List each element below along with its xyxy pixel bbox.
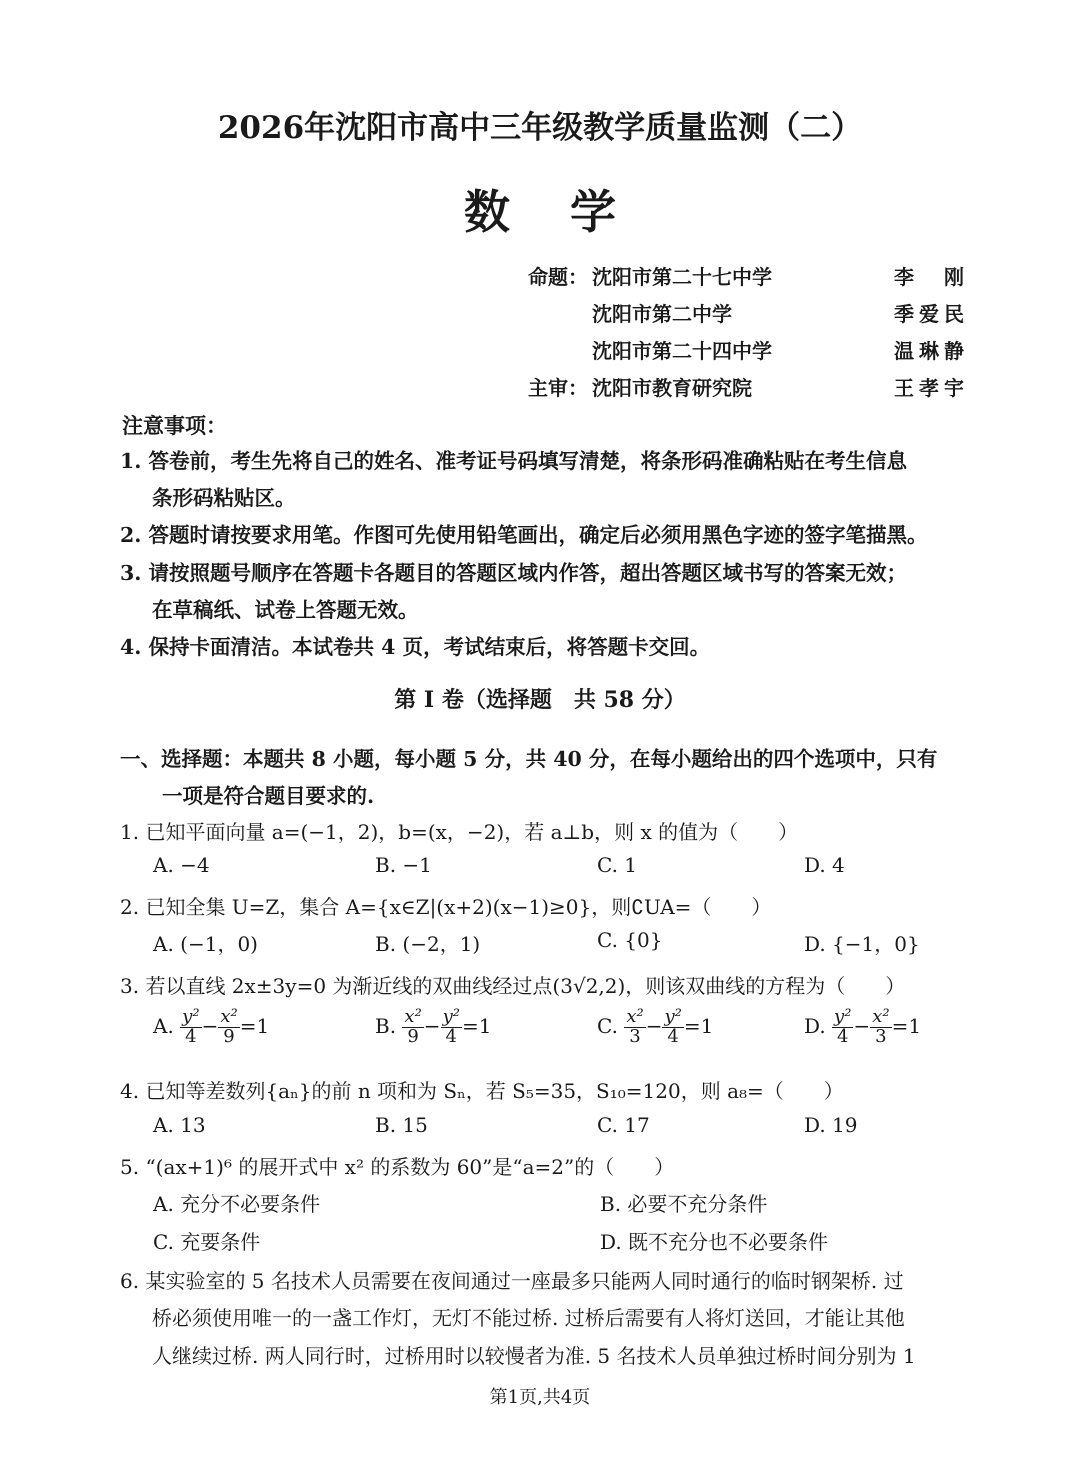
option-b: B. $\frac{\text{x²}}{9}$ − $\frac{\text{y²}}{4}$ =1 bbox=[375, 1006, 492, 1047]
subject-title: 数学 bbox=[464, 185, 676, 239]
question-stem: 3. 若以直线 2x±3y=0 为渐近线的双曲线经过点(3√2,2)，则该双曲线的方程为（ ） bbox=[120, 974, 906, 998]
fraction: $\frac{\text{y²}}{4}$ bbox=[664, 1006, 682, 1047]
option-a: A. (−1，0) bbox=[153, 932, 258, 956]
option-b: B. (−2，1) bbox=[375, 932, 481, 956]
question-stem: 5. “(ax+1)⁶ 的展开式中 x² 的系数为 60”是“a=2”的（ ） bbox=[120, 1155, 675, 1179]
option-a: A. 充分不必要条件 bbox=[153, 1192, 321, 1216]
note-line: 条形码粘贴区。 bbox=[152, 486, 296, 510]
exam-title: 2026年沈阳市高中三年级教学质量监测（二） bbox=[217, 110, 863, 146]
credit-name: 李刚 bbox=[894, 265, 964, 289]
credit-school: 沈阳市第二中学 bbox=[592, 302, 732, 326]
section-title: 第 I 卷（选择题 共 58 分） bbox=[394, 687, 686, 713]
option-c: C. 1 bbox=[597, 853, 638, 877]
option-c: C. 充要条件 bbox=[153, 1230, 261, 1254]
credit-name: 季爱民 bbox=[894, 302, 964, 326]
option-b: B. 15 bbox=[375, 1113, 428, 1137]
note-line: 1. 答卷前，考生先将自己的姓名、准考证号码填写清楚，将条形码准确粘贴在考生信息 bbox=[120, 449, 908, 473]
option-b: B. 必要不充分条件 bbox=[600, 1192, 768, 1216]
section-intro: 一项是符合题目要求的. bbox=[162, 784, 375, 808]
question-stem-cont: 桥必须使用唯一的一盏工作灯，无灯不能过桥. 过桥后需要有人将灯送回，才能让其他 bbox=[152, 1306, 905, 1330]
fraction: $\frac{\text{y²}}{4}$ bbox=[182, 1006, 200, 1047]
option-d: D. 19 bbox=[804, 1113, 858, 1137]
option-a: A. $\frac{\text{y²}}{4}$ − $\frac{\text{x²}}{9}$ =1 bbox=[153, 1006, 270, 1047]
question-stem: 1. 已知平面向量 a=(−1，2)，b=(x，−2)，若 a⊥b，则 x 的值为（ ） bbox=[120, 820, 799, 844]
option-label: C. bbox=[597, 1013, 618, 1038]
fraction: $\frac{\text{x²}}{3}$ bbox=[872, 1006, 890, 1047]
note-line: 3. 请按照题号顺序在答题卡各题目的答题区域内作答，超出答题区域书写的答案无效； bbox=[120, 561, 908, 585]
question-stem-cont: 人继续过桥. 两人同行时，过桥用时以较慢者为准. 5 名技术人员单独过桥时间分别为 1 bbox=[152, 1344, 916, 1368]
option-c: C. {0} bbox=[597, 928, 663, 952]
option-d: D. {−1，0} bbox=[804, 932, 920, 956]
question-stem: 2. 已知全集 U=Z，集合 A={x∈Z|(x+2)(x−1)≥0}，则∁UA=（ ） bbox=[120, 895, 772, 919]
option-c: C. $\frac{\text{x²}}{3}$ − $\frac{\text{y²}}{4}$ =1 bbox=[597, 1006, 714, 1047]
note-line: 4. 保持卡面清洁。本试卷共 4 页，考试结束后，将答题卡交回。 bbox=[120, 635, 711, 659]
fraction: $\frac{\text{x²}}{3}$ bbox=[626, 1006, 644, 1047]
option-d: D. 4 bbox=[804, 853, 845, 877]
page-footer: 第1页,共4页 bbox=[489, 1387, 591, 1408]
note-line: 2. 答题时请按要求用笔。作图可先使用铅笔画出，确定后必须用黑色字迹的签字笔描黑。 bbox=[120, 523, 928, 547]
question-stem: 6. 某实验室的 5 名技术人员需要在夜间通过一座最多只能两人同时通行的临时钢架桥. 过 bbox=[120, 1269, 904, 1293]
notes-title: 注意事项： bbox=[122, 413, 227, 438]
credit-role: 主审： bbox=[528, 376, 588, 400]
fraction: $\frac{\text{x²}}{9}$ bbox=[220, 1006, 238, 1047]
option-label: B. bbox=[375, 1013, 397, 1038]
credit-school: 沈阳市第二十四中学 bbox=[592, 339, 772, 363]
fraction: $\frac{\text{y²}}{4}$ bbox=[834, 1006, 852, 1047]
option-c: C. 17 bbox=[597, 1113, 650, 1137]
question-stem: 4. 已知等差数列{aₙ}的前 n 项和为 Sₙ，若 S₅=35，S₁₀=120，则 a₈=（ ） bbox=[120, 1079, 844, 1103]
option-label: D. bbox=[804, 1013, 826, 1038]
option-d: D. $\frac{\text{y²}}{4}$ − $\frac{\text{x²}}{3}$ =1 bbox=[804, 1006, 922, 1047]
fraction: $\frac{\text{y²}}{4}$ bbox=[442, 1006, 460, 1047]
credit-school: 沈阳市第二十七中学 bbox=[592, 265, 772, 289]
credit-name: 温琳静 bbox=[894, 339, 964, 363]
credit-name: 王孝宇 bbox=[894, 376, 964, 400]
option-a: A. 13 bbox=[153, 1113, 206, 1137]
section-intro: 一、选择题：本题共 8 小题，每小题 5 分，共 40 分，在每小题给出的四个选项中，只有 bbox=[120, 747, 938, 771]
credit-role: 命题： bbox=[528, 265, 588, 289]
option-label: A. bbox=[153, 1013, 174, 1038]
option-b: B. −1 bbox=[375, 853, 432, 877]
option-a: A. −4 bbox=[153, 853, 210, 877]
option-d: D. 既不充分也不必要条件 bbox=[600, 1230, 829, 1254]
note-line: 在草稿纸、试卷上答题无效。 bbox=[152, 598, 419, 622]
fraction: $\frac{\text{x²}}{9}$ bbox=[404, 1006, 422, 1047]
credit-school: 沈阳市教育研究院 bbox=[592, 376, 752, 400]
